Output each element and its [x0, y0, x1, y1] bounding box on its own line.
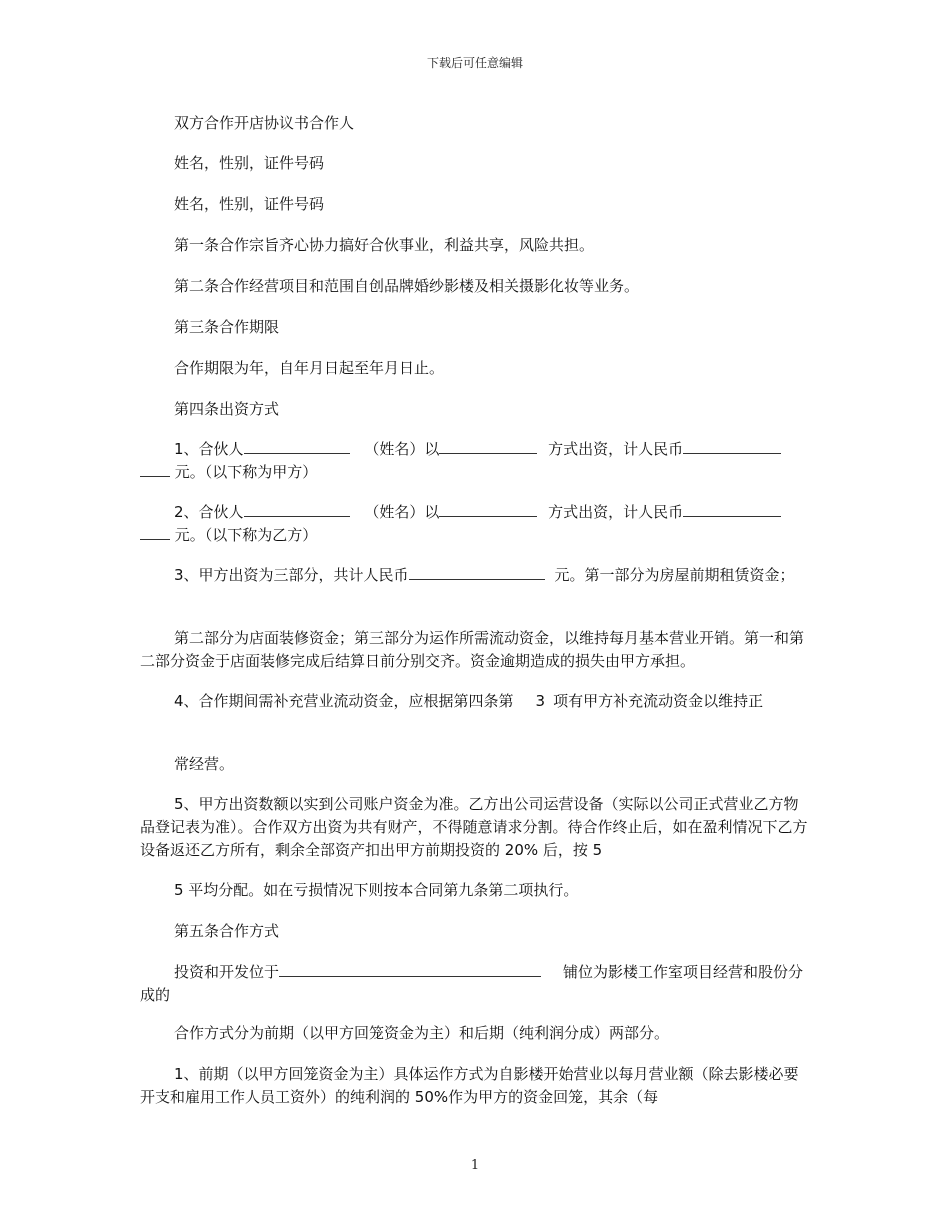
contribution-item-1	[140, 438, 810, 484]
item1-text-a: 1、合伙人	[174, 440, 244, 458]
contribution-item-4	[140, 690, 810, 713]
item3-text-b: 元。第一部分为房屋前期租赁资金；	[554, 566, 795, 584]
article-5-invest	[140, 961, 810, 1007]
amount-blank	[683, 502, 781, 517]
item4-text-b: 3	[535, 692, 546, 710]
contribution-item-5-cont: 5 平均分配。如在亏损情况下则按本合同第九条第二项执行。	[174, 881, 579, 899]
page-header: 下载后可任意编辑	[426, 56, 523, 70]
partner-name-blank	[244, 439, 350, 454]
contribution-item-3-cont: 第二部分为店面装修资金；第三部分为运作所需流动资金，以维持每月基本营业开销。第一和第二部分资金于店面装修完成后结算日前分别交齐。资金逾期造成的损失由甲方承担。	[140, 629, 805, 670]
art5-invest-a: 投资和开发位于	[174, 963, 280, 981]
article-5-item-1: 1、前期（以甲方回笼资金为主）具体运作方式为自影楼开始营业以每月营业额（除去影楼必要开支和雇用工作人员工资外）的纯利润的 50%作为甲方的资金回笼，其余（每	[140, 1065, 799, 1106]
item1-text-b: （姓名）以	[364, 440, 440, 458]
page-number: 1	[470, 1158, 480, 1173]
party-line-1: 姓名，性别，证件号码	[174, 154, 325, 172]
item1-text-c: 方式出资，计人民币	[548, 440, 684, 458]
location-blank	[279, 962, 541, 977]
amount-blank-cont	[140, 462, 170, 477]
article-3-title: 第三条合作期限	[174, 318, 280, 336]
item3-text-a: 3、甲方出资为三部分，共计人民币	[174, 566, 409, 584]
partner-name-blank	[244, 502, 350, 517]
item2-text-b: （姓名）以	[364, 503, 440, 521]
item4-text-c: 项有甲方补充流动资金以维持正	[553, 692, 764, 710]
contribution-method-blank	[439, 502, 537, 517]
item2-text-c: 方式出资，计人民币	[548, 503, 684, 521]
art5-invest-b: 铺位为影楼工作室项目经营和股份分成的	[140, 963, 804, 1004]
article-3-text: 合作期限为年，自年月日起至年月日止。	[174, 359, 445, 377]
contribution-item-2	[140, 501, 810, 547]
item2-text-d: 元。（以下称为乙方）	[174, 526, 318, 544]
party-line-2: 姓名，性别，证件号码	[174, 195, 325, 213]
total-amount-blank	[409, 565, 545, 580]
article-5-title: 第五条合作方式	[174, 922, 280, 940]
item4-text-a: 4、合作期间需补充营业流动资金，应根据第四条第	[174, 692, 514, 710]
doc-title: 双方合作开店协议书合作人	[174, 114, 355, 132]
item2-text-a: 2、合伙人	[174, 503, 244, 521]
amount-blank	[683, 439, 781, 454]
amount-blank-cont	[140, 525, 170, 540]
article-4-title: 第四条出资方式	[174, 400, 280, 418]
contribution-item-3	[140, 564, 810, 587]
contribution-item-4-cont: 常经营。	[174, 755, 235, 773]
contribution-item-5: 5、甲方出资数额以实到公司账户资金为准。乙方出公司运营设备（实际以公司正式营业乙方物品登记表为准）。合作双方出资为共有财产，不得随意请求分割。待合作终止后，如在盈利情况下乙方设备返还乙方所有，剩余全部资产扣出甲方前期投资的 20% 后，按 5	[140, 795, 808, 859]
article-2: 第二条合作经营项目和范围自创品牌婚纱影楼及相关摄影化妆等业务。	[174, 277, 640, 295]
article-5-text: 合作方式分为前期（以甲方回笼资金为主）和后期（纯利润分成）两部分。	[174, 1024, 670, 1042]
item1-text-d: 元。（以下称为甲方）	[174, 463, 318, 481]
article-1: 第一条合作宗旨齐心协力搞好合伙事业，利益共享，风险共担。	[174, 236, 595, 254]
contribution-method-blank	[439, 439, 537, 454]
